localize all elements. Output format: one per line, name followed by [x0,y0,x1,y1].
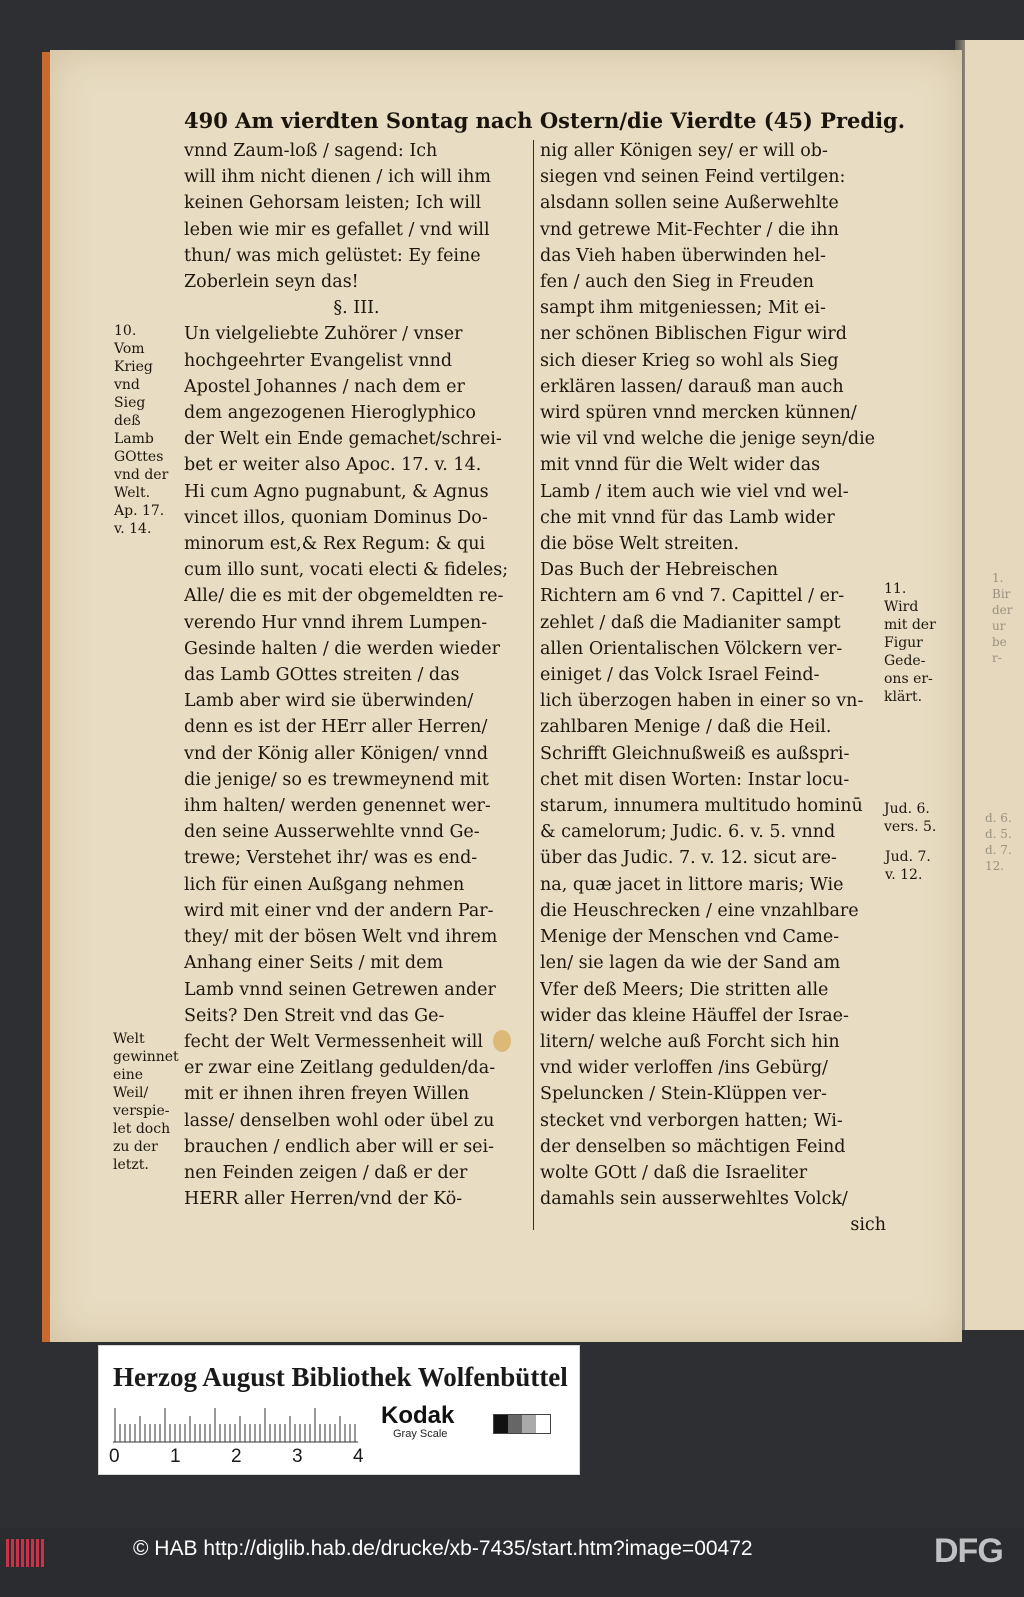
text-line: den seine Ausserwehlte vnnd Ge- [184,822,480,843]
text-line: wolte GOtt / daß die Israeliter [540,1162,808,1183]
ruler-number: 1 [170,1446,181,1467]
text-line: & camelorum; Judic. 6. v. 5. vnnd [540,822,836,843]
text-line: lich überzogen haben in einer so vn- [540,691,864,712]
text-line: alsdann sollen seine Außerwehlte [540,193,839,214]
ruler-scale [113,1404,363,1444]
text-line: trewe; Verstehet ihr/ was es end- [184,848,478,869]
barcode-icon [6,1539,46,1567]
page-edge [42,52,50,1342]
right-column [540,138,886,1239]
text-line: über das Judic. 7. v. 12. sicut are- [540,848,837,869]
text-line: das Lamb GOttes streiten / das [184,665,460,686]
margin-note-left [114,322,168,538]
text-line: len/ sie lagen da wie der Sand am [540,953,841,974]
margin-note-right [885,848,931,884]
text-line: Zoberlein seyn das! [184,272,359,293]
margin-note-line: vnd [114,377,140,393]
text-line: cum illo sunt, vocati electi & fideles; [184,560,509,581]
text-line: vnnd Zaum-loß / sagend: Ich [184,141,438,161]
gray-swatches [493,1414,551,1434]
text-line: Hi cum Agno pugnabunt, & Agnus [184,481,489,502]
text-line: denn es ist der HErr aller Herren/ [184,717,488,738]
text-line: Anhang einer Seits / mit dem [184,953,444,974]
text-line: nen Feinden zeigen / daß er der [184,1162,468,1183]
text-line: siegen vnd seinen Feind vertilgen: [540,167,846,188]
text-line: Lamb vnnd seinen Getrewen ander [184,979,496,1000]
next-page-bleed-text: 1. Bir der ur be r- [992,571,1013,665]
text-line: fen / auch den Sieg in Freuden [540,272,814,293]
margin-note-line: v. 12. [885,867,923,883]
text-line: er zwar eine Zeitlang gedulden/da- [184,1058,496,1079]
text-line: verendo Hur vnnd ihrem Lumpen- [184,612,488,633]
text-line: allen Orientalischen Völckern ver- [540,638,843,659]
margin-note-line: verspie- [113,1103,170,1119]
margin-note-line: letzt. [113,1157,149,1173]
text-line: ner schönen Biblischen Figur wird [540,324,847,345]
text-line: wie vil vnd welche die jenige seyn/die [540,429,876,450]
swatch-white [536,1415,550,1433]
swatch-dark-gray [508,1415,522,1433]
text-line: Schrifft Gleichnußweiß es außspri- [540,743,850,764]
margin-note-line: klärt. [884,689,923,705]
text-line: wider das kleine Häuffel der Israe- [540,1005,849,1026]
ruler-numbers [109,1446,369,1468]
margin-note-line: Sieg [114,395,146,411]
text-line: Un vielgeliebte Zuhörer / vnser [184,324,463,345]
left-column [184,138,529,1212]
text-line: die böse Welt streiten. [540,534,740,555]
text-line: dem angezogenen Hieroglyphico [184,403,476,424]
color-target-card [98,1345,580,1475]
ruler-number: 4 [353,1446,364,1467]
margin-note-line: Vom [114,341,145,357]
text-line: vnd getrewe Mit-Fechter / die ihn [540,219,839,240]
margin-note-line: Jud. 6. [884,801,930,817]
ruler-number: 3 [292,1446,303,1467]
margin-note-right [884,580,936,706]
text-line: thun/ was mich gelüstet: Ey feine [184,245,481,266]
text-line: zahlbaren Menige / daß die Heil. [540,717,832,738]
text-line: they/ mit der bösen Welt vnd ihrem [184,927,498,948]
text-line: wird spüren vnnd mercken künnen/ [540,403,857,424]
text-line: sich [850,1215,886,1236]
footer-bar [0,1528,1024,1597]
gray-scale-label: Gray Scale [393,1428,448,1440]
text-line: bet er weiter also Apoc. 17. v. 14. [184,455,482,476]
text-line: will ihm nicht dienen / ich will ihm [184,167,491,188]
text-line: Lamb / item auch wie viel vnd wel- [540,481,849,502]
margin-note-line: Figur [884,635,923,651]
text-line: Vfer deß Meers; Die stritten alle [540,979,829,1000]
dfg-logo: DFG [934,1532,1003,1570]
text-line: keinen Gehorsam leisten; Ich will [184,193,482,214]
margin-note-line: mit der [884,617,936,633]
text-line: Seits? Den Streit vnd das Ge- [184,1005,445,1026]
text-line: Richtern am 6 vnd 7. Capittel / er- [540,586,845,607]
text-line: lasse/ denselben wohl oder übel zu [184,1110,495,1131]
text-line: sampt ihm mitgeniessen; Mit ei- [540,298,826,319]
text-line: Gesinde halten / die werden wieder [184,638,500,659]
text-line: che mit vnnd für das Lamb wider [540,507,835,528]
margin-note-line: Ap. 17. [114,503,165,519]
text-line: HERR aller Herren/vnd der Kö- [184,1189,463,1210]
text-line: Apostel Johannes / nach dem er [184,376,465,397]
text-line: das Vieh haben überwinden hel- [540,245,826,266]
text-line: ihm halten/ werden genennet wer- [184,796,491,817]
text-line: sich dieser Krieg so wohl als Sieg [540,350,839,371]
text-line: vincet illos, quoniam Dominus Do- [184,507,488,528]
margin-note-line: Welt [113,1031,145,1047]
margin-note-line: Jud. 7. [885,849,931,865]
ruler-number: 0 [109,1446,120,1467]
text-line: stecket vnd verborgen hatten; Wi- [540,1110,843,1131]
text-line: starum, innumera multitudo hominū [540,796,863,817]
text-line: mit er ihnen ihren freyen Willen [184,1084,470,1105]
text-line: chet mit disen Worten: Instar locu- [540,769,850,790]
margin-note-line: 11. [884,581,907,597]
kodak-logo: Kodak [381,1402,455,1429]
margin-note-right [884,800,936,836]
library-name: Herzog August Bibliothek Wolfenbüttel [113,1362,568,1392]
margin-note-line: zu der [113,1139,158,1155]
text-line: vnd wider verloffen /ins Gebürg/ [540,1058,828,1079]
margin-note-line: deß [114,413,141,429]
text-line: litern/ welche auß Forcht sich hin [540,1031,840,1052]
next-page-sliver [965,40,1024,1330]
text-line: der Welt ein Ende gemachet/schrei- [184,429,502,450]
margin-note-line: vers. 5. [884,819,937,835]
ruler-number: 2 [231,1446,242,1467]
text-line: fecht der Welt Vermessenheit will [184,1031,483,1052]
next-page-bleed-text: d. 6. d. 5. d. 7. 12. [985,811,1012,873]
text-line: die Heuschrecken / eine vnzahlbare [540,900,859,921]
text-line: mit vnnd für die Welt wider das [540,455,821,476]
margin-note-line: Wird [884,599,919,615]
text-line: wird mit einer vnd der andern Par- [184,900,494,921]
text-line: vnd der König aller Königen/ vnnd [184,743,489,764]
margin-note-line: Gede- [884,653,926,669]
text-line: Das Buch der Hebreischen [540,560,779,581]
margin-note-line: Weil/ [113,1085,149,1101]
margin-note-line: Lamb [114,431,154,447]
margin-note-line: let doch [113,1121,171,1137]
swatch-light-gray [522,1415,536,1433]
margin-note-line: ons er- [884,671,933,687]
text-line: der denselben so mächtigen Feind [540,1136,846,1157]
margin-note-line: Krieg [114,359,153,375]
column-rule [533,140,534,1230]
text-line: hochgeehrter Evangelist vnnd [184,350,453,371]
margin-note-line: eine [113,1067,144,1083]
margin-note-line: Welt. [114,485,151,501]
text-line: erklären lassen/ darauß man auch [540,376,844,397]
margin-note-line: gewinnet [113,1049,179,1065]
running-header: 490 Am vierdten Sontag nach Ostern/die Vierdte (45) Predig. [184,108,906,133]
source-link[interactable]: © HAB http://diglib.hab.de/drucke/xb-7435/start.htm?image=00472 [133,1537,753,1560]
text-line: Alle/ die es mit der obgemeldten re- [184,586,504,607]
text-line: zehlet / daß die Madianiter sampt [540,612,841,633]
text-line: Speluncken / Stein-Klüppen ver- [540,1084,827,1105]
text-line: brauchen / endlich aber will er sei- [184,1136,495,1157]
text-line: die jenige/ so es trewmeynend mit [184,769,489,790]
margin-note-line: vnd der [114,467,169,483]
margin-note-line: GOttes [114,449,164,465]
margin-note-line: 10. [114,323,137,339]
swatch-black [494,1415,508,1433]
text-line: Menige der Menschen vnd Came- [540,927,840,948]
margin-note-left [113,1030,179,1174]
text-line: einiget / das Volck Israel Feind- [540,665,820,686]
text-line: minorum est,& Rex Regum: & qui [184,534,486,555]
margin-note-line: v. 14. [114,521,152,537]
text-line: Lamb aber wird sie überwinden/ [184,691,474,712]
paper-stain [493,1030,511,1052]
text-line: damahls sein ausserwehltes Volck/ [540,1189,848,1210]
text-line: §. III. [333,298,380,319]
text-line: lich für einen Außgang nehmen [184,874,465,895]
text-line: nig aller Königen sey/ er will ob- [540,141,828,161]
text-line: na, quæ jacet in littore maris; Wie [540,874,844,895]
text-line: leben wie mir es gefallet / vnd will [184,219,490,240]
